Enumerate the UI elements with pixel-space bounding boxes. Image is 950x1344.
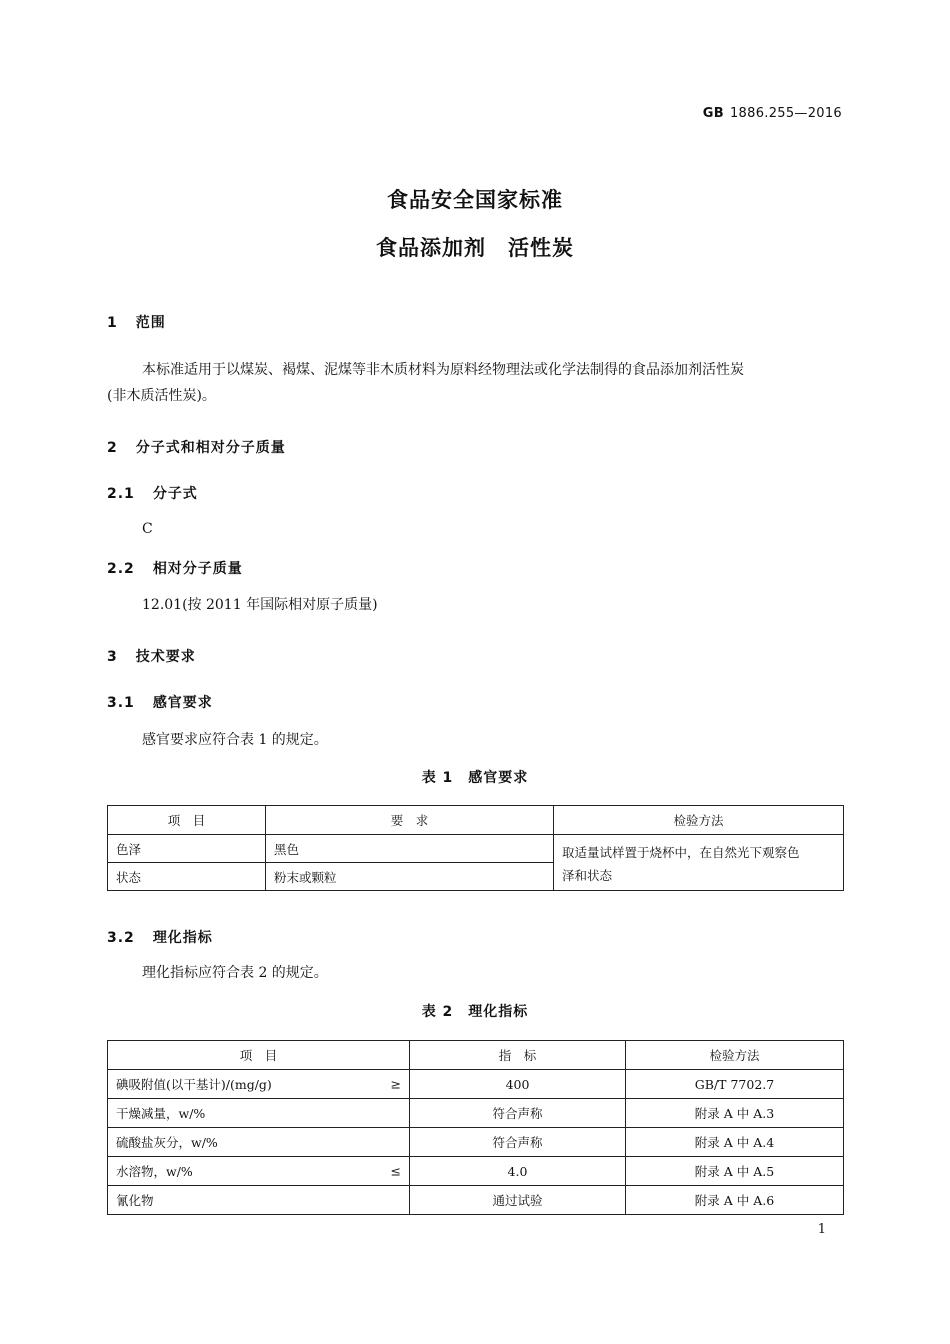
table-row [108, 1157, 844, 1186]
table-cell: 氰化物 [108, 1186, 410, 1215]
table-cell: 符合声称 [410, 1128, 626, 1157]
section-2-1-heading: 2.1 分子式 [107, 486, 198, 502]
section-1-heading: 1 范围 [107, 315, 166, 331]
table-cell: 黑色 [266, 835, 554, 863]
table-header: 检验方法 [554, 806, 844, 835]
table-row [108, 835, 844, 863]
table-cell: 附录 A 中 A.5 [626, 1157, 844, 1186]
table-cell: 附录 A 中 A.4 [626, 1128, 844, 1157]
molecular-formula: C [142, 521, 153, 537]
table-row [108, 1128, 844, 1157]
table-2 [107, 1040, 844, 1215]
section-3-2-heading: 3.2 理化指标 [107, 930, 213, 946]
molecular-mass: 12.01(按 2011 年国际相对原子质量) [142, 597, 378, 613]
page-number: 1 [817, 1222, 826, 1237]
table-cell: 粉末或颗粒 [266, 863, 554, 891]
table-row [108, 1070, 844, 1099]
document-title: 食品安全国家标准 [387, 188, 563, 212]
table-1 [107, 805, 844, 891]
table-2-caption: 表 2 理化指标 [421, 1004, 529, 1020]
table-1-caption: 表 1 感官要求 [421, 770, 529, 786]
table-cell: 4.0 [410, 1157, 626, 1186]
table-cell: 干燥减量，w/% [108, 1099, 410, 1128]
section-1-text-cont: (非木质活性炭)。 [107, 388, 216, 404]
table-header-row [108, 1041, 844, 1070]
section-1-text: 本标准适用于以煤炭、褐煤、泥煤等非木质材料为原料经物理法或化学法制得的食品添加剂活性炭 [142, 362, 744, 378]
section-3-2-text: 理化指标应符合表 2 的规定。 [142, 965, 328, 981]
inequality-sign: ≤ [390, 1163, 401, 1179]
method-text: 取适量试样置于烧杯中，在自然光下观察色 [562, 844, 800, 860]
table-cell: GB/T 7702.7 [626, 1070, 844, 1099]
table-row [108, 1099, 844, 1128]
table-header: 项 目 [108, 806, 266, 835]
standard-code: GB 1886.255—2016 [702, 106, 842, 121]
inequality-sign: ≥ [390, 1076, 401, 1092]
table-header: 指 标 [410, 1041, 626, 1070]
table-cell-method [554, 835, 844, 891]
section-2-heading: 2 分子式和相对分子质量 [107, 440, 286, 456]
table-cell: 400 [410, 1070, 626, 1099]
table-header: 要 求 [266, 806, 554, 835]
section-3-1-text: 感官要求应符合表 1 的规定。 [142, 732, 328, 748]
table-cell: 水溶物，w/% ≤ [108, 1157, 410, 1186]
table-cell: 符合声称 [410, 1099, 626, 1128]
table-header: 检验方法 [626, 1041, 844, 1070]
table-cell: 硫酸盐灰分，w/% [108, 1128, 410, 1157]
section-3-1-heading: 3.1 感官要求 [107, 695, 213, 711]
section-2-2-heading: 2.2 相对分子质量 [107, 561, 243, 577]
section-3-heading: 3 技术要求 [107, 649, 196, 665]
method-text-cont: 泽和状态 [562, 867, 613, 883]
table-cell: 附录 A 中 A.3 [626, 1099, 844, 1128]
table-header-row [108, 806, 844, 835]
table-header: 项 目 [108, 1041, 410, 1070]
document-subtitle: 食品添加剂 活性炭 [376, 236, 574, 260]
table-cell: 色泽 [108, 835, 266, 863]
table-row [108, 1186, 844, 1215]
table-cell: 通过试验 [410, 1186, 626, 1215]
table-cell: 状态 [108, 863, 266, 891]
table-cell: 附录 A 中 A.6 [626, 1186, 844, 1215]
table-cell: 碘吸附值(以干基计)/(mg/g) ≥ [108, 1070, 410, 1099]
